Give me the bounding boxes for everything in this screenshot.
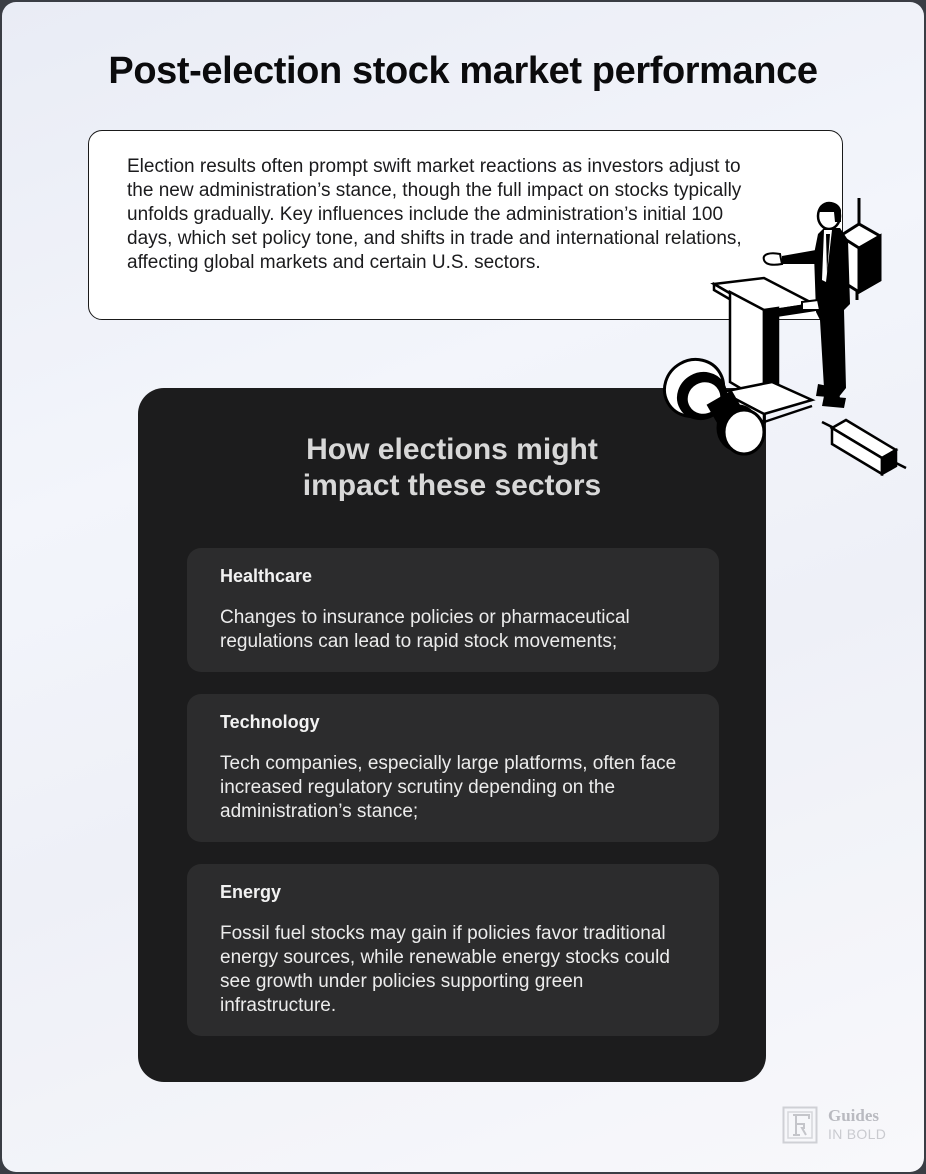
page-title: Post-election stock market performance <box>108 50 818 92</box>
sectors-panel <box>138 388 766 1082</box>
intro-text: Election results often prompt swift market reactions as investors adjust to the new administration’s stance, though the full impact on stocks typically unfolds gradually. Key influences include the administration’s initial 100 days, which set policy tone, and shifts in trade and international relations, affecting global markets and certain U.S. sectors. <box>127 156 742 273</box>
small-candlestick-icon <box>822 420 906 474</box>
infographic-page <box>2 2 924 1172</box>
sector-card-healthcare <box>187 548 719 672</box>
sector-name: Energy <box>220 882 282 902</box>
sectors-panel-title-line1: How elections might <box>306 433 598 466</box>
sector-description: Fossil fuel stocks may gain if policies favor traditional energy sources, while renewable energy stocks could see growth under policies supporting green infrastructure. <box>220 923 670 1016</box>
guides-in-bold-logo-icon <box>782 1106 818 1144</box>
brand-word-guides: Guides <box>828 1106 880 1125</box>
sector-description: Tech companies, especially large platforms, often face increased regulatory scrutiny depending on the administration’s stance; <box>220 753 677 822</box>
sector-description: Changes to insurance policies or pharmaceutical regulations can lead to rapid stock movements; <box>220 607 630 652</box>
sector-card-energy <box>187 864 719 1036</box>
sector-name: Healthcare <box>220 566 313 586</box>
sector-name: Technology <box>220 712 320 732</box>
sector-card-technology <box>187 694 719 842</box>
sectors-panel-title-line2: impact these sectors <box>302 469 602 502</box>
speaker-illustration <box>652 192 912 482</box>
brand-logo <box>782 1106 892 1148</box>
brand-word-in-bold: IN BOLD <box>828 1126 887 1142</box>
